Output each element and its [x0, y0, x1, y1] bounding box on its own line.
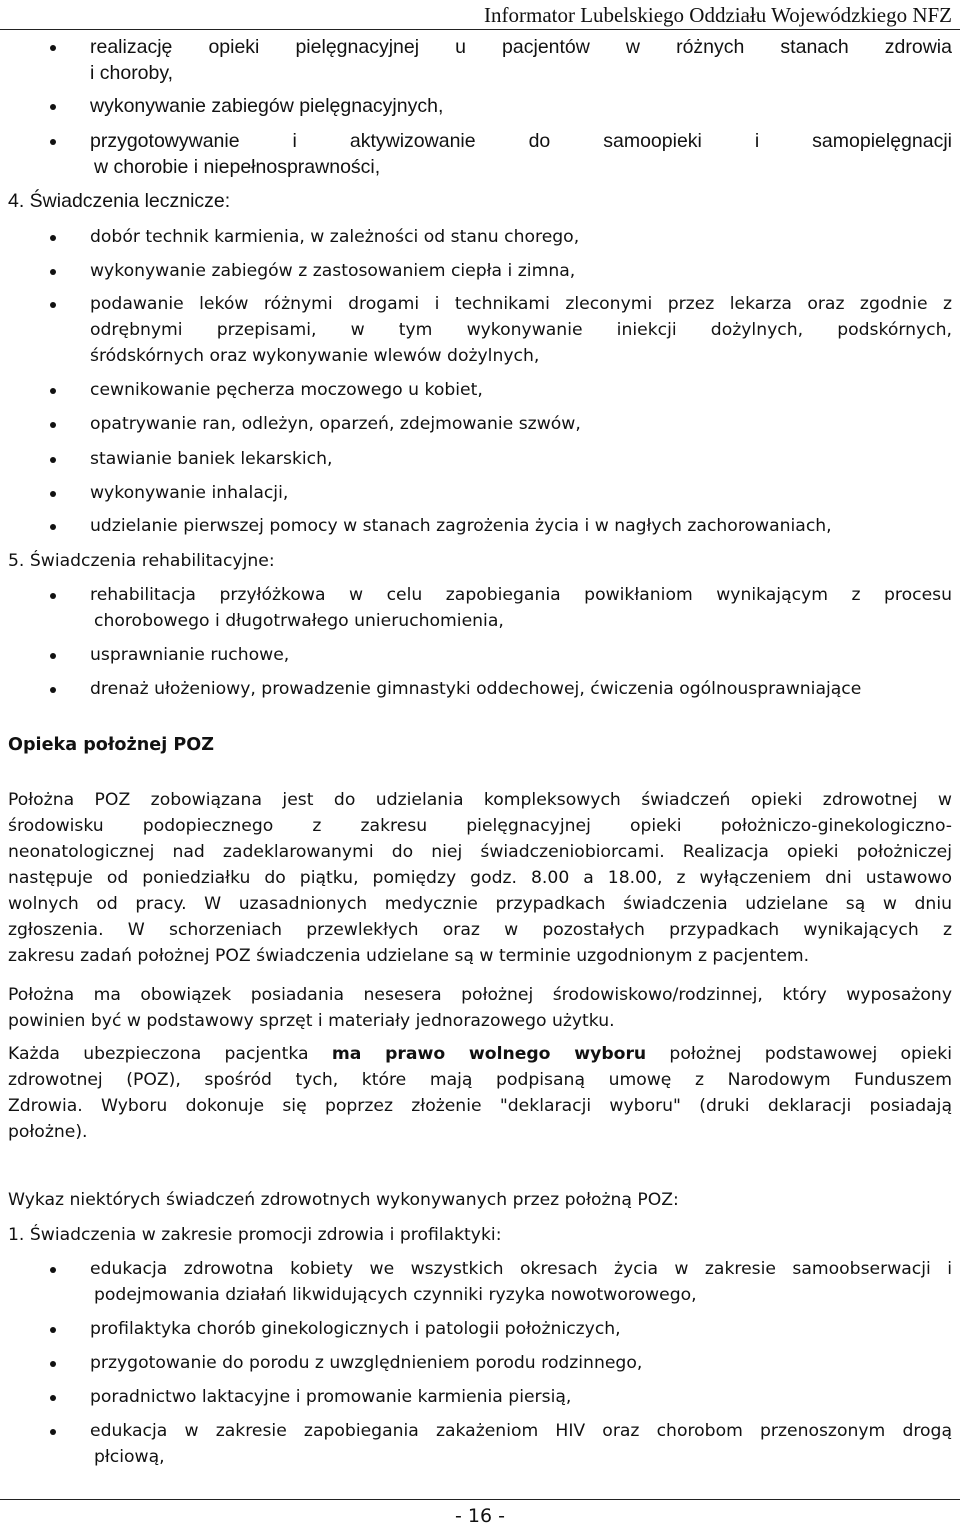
bullet-icon [50, 388, 56, 394]
list-item: drenaż ułożeniowy, prowadzenie gimnastyki oddechowej, ćwiczenia ogólnousprawniające [90, 676, 952, 702]
bullet-icon [50, 1429, 56, 1435]
bullet-icon [50, 269, 56, 275]
bullet-icon [50, 1267, 56, 1273]
bullet-icon [50, 1361, 56, 1367]
bullet-icon [50, 653, 56, 659]
list-item: rehabilitacja przyłóżkowa w celu zapobiegania powikłaniom wynikającym z procesu chorobowego i długotrwałego unieruchomienia, [90, 582, 952, 634]
list-item: udzielanie pierwszej pomocy w stanach zagrożenia życia i w nagłych zachorowaniach, [90, 513, 952, 539]
list-item: przygotowanie do porodu z uwzględnieniem porodu rodzinnego, [90, 1350, 952, 1376]
bullet-icon [50, 422, 56, 428]
list-item: usprawnianie ruchowe, [90, 642, 952, 668]
paragraph: Położna ma obowiązek posiadania nesesera położnej środowiskowo/rodzinnej, który wyposażony powinien być w podstawowy sprzęt i materiały jednorazowego użytku. [8, 985, 952, 1031]
bullet-icon [50, 302, 56, 308]
paragraph: Położna POZ zobowiązana jest do udzielania kompleksowych świadczeń opieki zdrowotnej w środowisku podopiecznego z zakresu pielęgnacyjnej opieki położniczo-ginekologiczno- neonatologicznej nad zadeklarowanymi do niej świadczeniobiorcami. Realizacja opieki położniczej następuje od poniedziałku do piątku, pomiędzy godz. 8.00 a 18.00, z wyłączeniem dni ustawowo wolnych od pracy. W uzasadnionych medycznie przypadkach świadczenia udzielane są w dniu zgłoszenia. W schorzeniach przewlekłych oraz w pozostałych przypadkach wynikających z zakresu zadań położnej POZ świadczenia udzielane są w terminie uzgodnionym z pacjentem. [8, 790, 952, 966]
list-item: poradnictwo laktacyjne i promowanie karmienia piersią, [90, 1384, 952, 1410]
list-item: podawanie leków różnymi drogami i technikami zleconymi przez lekarza oraz zgodnie z odrębnymi przepisami, w tym wykonywanie iniekcji dożylnych, podskórnych, śródskórnych oraz wykonywanie wlewów dożylnych, [90, 291, 952, 369]
bullet-icon [50, 524, 56, 530]
bullet-icon [50, 457, 56, 463]
list-item: realizację opieki pielęgnacyjnej u pacjentów w różnych stanach zdrowia i choroby, [90, 34, 952, 86]
list-item: dobór technik karmienia, w zależności od stanu chorego, [90, 224, 952, 250]
list-item: edukacja w zakresie zapobiegania zakażeniom HIV oraz chorobom przenoszonym drogą płciową, [90, 1418, 952, 1470]
list-item: edukacja zdrowotna kobiety we wszystkich okresach życia w zakresie samoobserwacji i podejmowania działań likwidujących czynniki ryzyka nowotworowego, [90, 1256, 952, 1308]
list-item: wykonywanie zabiegów z zastosowaniem ciepła i zimna, [90, 258, 952, 284]
bullet-icon [50, 593, 56, 599]
list-item: opatrywanie ran, odleżyn, oparzeń, zdejmowanie szwów, [90, 411, 952, 437]
list-item: wykonywanie zabiegów pielęgnacyjnych, [90, 93, 952, 119]
bullet-icon [50, 45, 56, 51]
paragraph: Każda ubezpieczona pacjentka ma prawo wolnego wyboru położnej podstawowej opieki zdrowotnej (POZ), spośród tych, które mają podpisaną umowę z Narodowym Funduszem Zdrowia. Wyboru dokonuje się poprzez złożenie "deklaracji wyboru" (druki deklaracji posiadają położne). [8, 1044, 953, 1142]
section-title: 4. Świadczenia lecznicze: [8, 190, 231, 212]
bullet-icon [50, 104, 56, 110]
footer-divider [0, 1499, 960, 1500]
list-item: cewnikowanie pęcherza moczowego u kobiet, [90, 377, 952, 403]
list-item: wykonywanie inhalacji, [90, 480, 952, 506]
section-heading: Opieka położnej POZ [8, 735, 214, 755]
section-title: 1. Świadczenia w zakresie promocji zdrowia i profilaktyki: [8, 1225, 502, 1245]
bullet-icon [50, 687, 56, 693]
list-item: profilaktyka chorób ginekologicznych i patologii położniczych, [90, 1316, 952, 1342]
page-header: Informator Lubelskiego Oddziału Wojewódzkiego NFZ [484, 3, 952, 27]
bullet-icon [50, 1327, 56, 1333]
bullet-icon [50, 1395, 56, 1401]
bullet-icon [50, 491, 56, 497]
list-item: przygotowywanie i aktywizowanie do samoopieki i samopielęgnacji w chorobie i niepełnosprawności, [90, 128, 952, 180]
header-divider [0, 29, 960, 30]
bullet-icon [50, 235, 56, 241]
list-item: stawianie baniek lekarskich, [90, 446, 952, 472]
list-intro: Wykaz niektórych świadczeń zdrowotnych wykonywanych przez położną POZ: [8, 1190, 679, 1210]
bullet-icon [50, 139, 56, 145]
page-number: - 16 - [455, 1505, 505, 1527]
emphasis: ma prawo wolnego wyboru [331, 1044, 647, 1064]
section-title: 5. Świadczenia rehabilitacyjne: [8, 551, 275, 571]
